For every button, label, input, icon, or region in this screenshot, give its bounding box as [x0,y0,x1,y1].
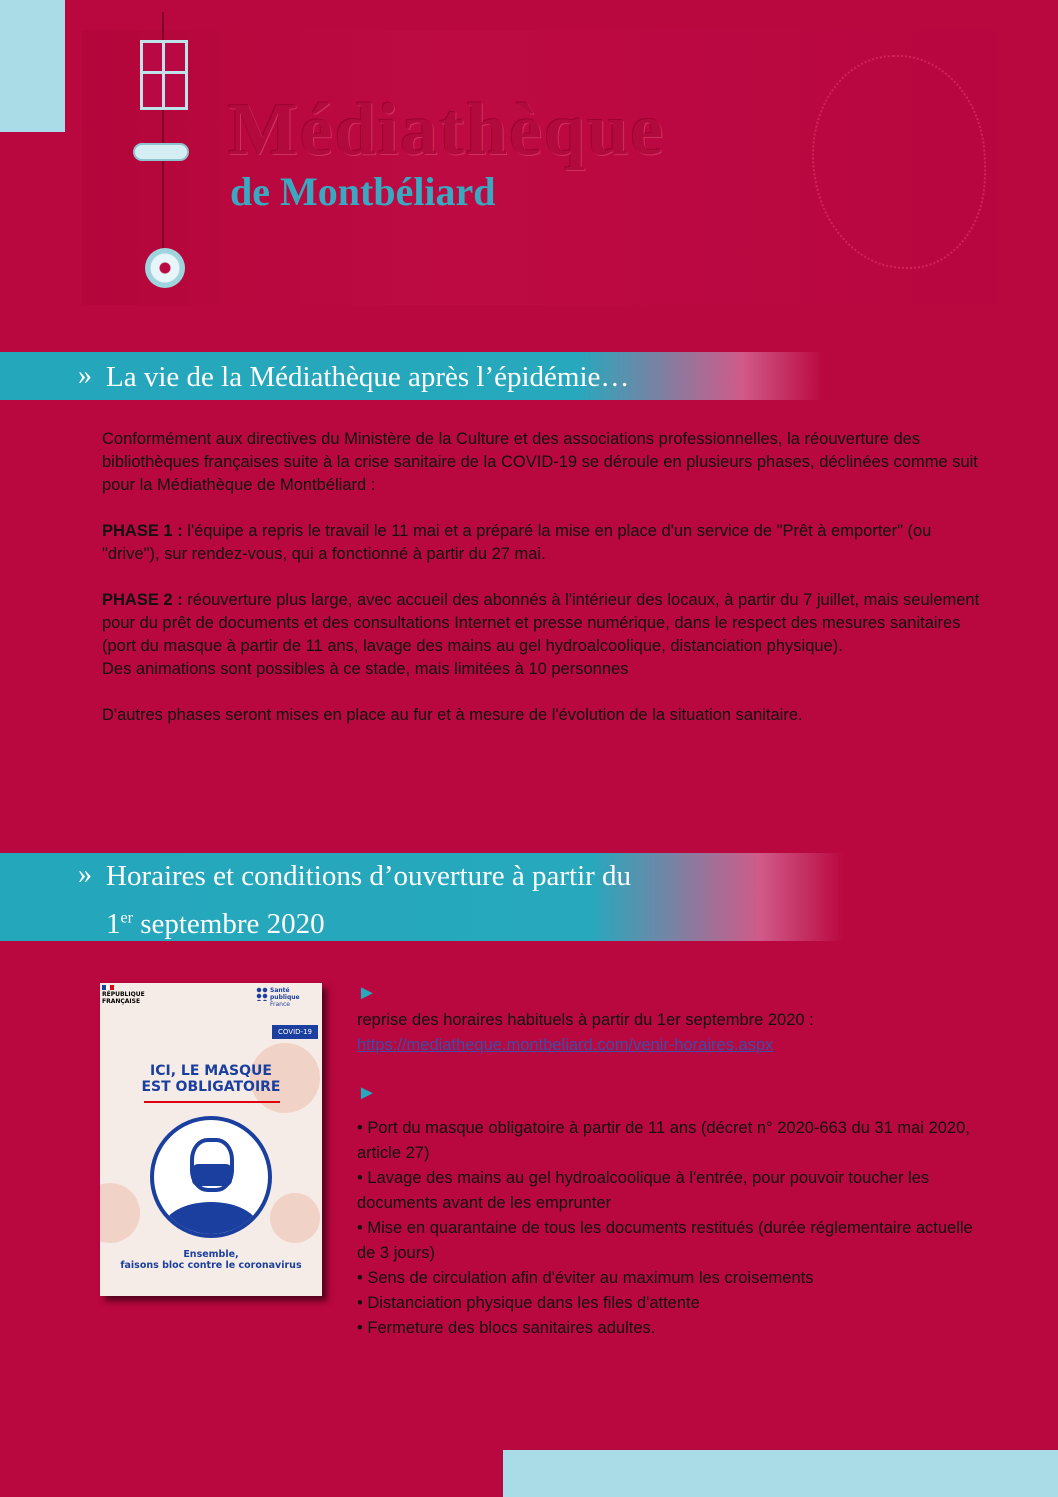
republique-francaise-logo [102,991,162,1005]
list-item: • Port du masque obligatoire à partir de 11 ans (décret n° 2020-663 du 31 mai 2020, article 27) [357,1119,970,1162]
spf-line1: Santé [270,987,290,994]
phase1-paragraph [102,520,982,566]
footer-line2: faisons bloc contre le coronavirus [120,1260,302,1271]
section-banner-hours [0,853,845,941]
poster-footer [100,1249,322,1271]
phase1-text: l'équipe a repris le travail le 11 mai et a préparé la mise en place d'un service de "Prêt à emporter" (ou "drive"), sur rendez-vous, qui a fonctionné à partir du 27 mai. [102,522,932,563]
footer-line1: Ensemble, [183,1249,239,1260]
headline-line1: ICI, LE MASQUE [150,1063,272,1079]
list-item: • Lavage des mains au gel hydroalcoolique à l'entrée, pour pouvoir toucher les documents avant de les emprunter [357,1169,930,1212]
virus-decoration [100,1183,140,1243]
section-title: La vie de la Médiathèque après l’épidémie… [106,361,630,393]
spf-line3: France [270,1001,290,1008]
rep-line2: FRANÇAISE [102,998,141,1005]
animations-paragraph: Des animations sont possibles à ce stade, mais limitées à 10 personnes [102,660,629,678]
section-banner-epidemic [0,352,825,400]
rep-line1: RÉPUBLIQUE [102,991,145,998]
scroll-icon [133,143,189,161]
speech-bubble-underline [144,1101,280,1103]
shoulders [164,1202,258,1238]
phase2-paragraph [102,589,982,658]
list-item: • Sens de circulation afin d'éviter au maximum les croisements [357,1269,814,1287]
triangle-bullet-icon: ► [357,981,377,1004]
phase1-label: PHASE 1 : [102,522,183,540]
date-day: 1 [106,907,121,940]
phase2-label: PHASE 2 : [102,591,183,609]
section1-body [102,428,982,750]
conditions-label: Conditions : [388,1082,494,1103]
section-title [106,855,631,945]
cd-disc-icon [145,248,185,288]
list-item: • Mise en quarantaine de tous les documents restitués (durée réglementaire actuelle de 3 jours) [357,1219,973,1262]
masked-person-icon [150,1116,272,1238]
date-rest: septembre 2020 [132,907,325,940]
corner-block-top-left [0,0,65,132]
logo-subtitle: de Montbéliard [230,169,496,214]
list-item: • Distanciation physique dans les files d'attente [357,1294,700,1312]
chevron-icon: » [78,360,92,391]
face-mask [192,1164,232,1186]
spf-line2: publique [270,994,300,1001]
other-phases-paragraph: D'autres phases seront mises en place au fur et à mesure de l'évolution de la situation sanitaire. [102,706,803,724]
covid-tag: COVID-19 [272,1025,318,1039]
date-ordinal: er [120,909,133,926]
section-title-date [106,908,325,940]
chevron-icon: » [78,859,92,890]
phase2-text: réouverture plus large, avec accueil des abonnés à l'intérieur des locaux, à partir du 7 juillet, mais seulement pour du prêt de documents et des consultations Internet et presse numérique, dans le respect des mesures sanitaires (port du masque à partir de 11 ans, lavage des mains au gel hydroalcoolique, distanciation physique). [102,591,980,655]
virus-decoration [270,1193,320,1243]
sante-publique-france-logo [255,987,321,1008]
horaires-label: Horaires : [388,982,473,1003]
section-title-line1: Horaires et conditions d’ouverture à partir du [106,860,632,892]
list-item: • Fermeture des blocs sanitaires adultes. [357,1319,656,1337]
hours-conditions-column [357,978,987,1341]
horaires-link[interactable]: https://mediatheque.montbeliard.com/venir-horaires.aspx [357,1036,774,1054]
poster-headline [100,1063,322,1095]
window-icon [140,40,188,110]
french-flag-icon [102,985,114,990]
conditions-heading [357,1078,987,1108]
logo-title: Médiathèque [228,89,666,171]
triangle-bullet-icon: ► [357,1081,377,1104]
corner-block-bottom-right [503,1450,1058,1497]
horaires-text: reprise des horaires habituels à partir du 1er septembre 2020 : [357,1011,814,1029]
intro-paragraph: Conformément aux directives du Ministère de la Culture et des associations professionnelles, la réouverture des bibliothèques françaises suite à la crise sanitaire de la COVID-19 se déroule en plusieurs phases, déclinées comme suit pour la Médiathèque de Montbéliard : [102,430,978,494]
horaires-heading [357,978,987,1008]
mask-required-poster [100,983,322,1296]
conditions-list [357,1116,987,1341]
headline-line2: EST OBLIGATOIRE [141,1079,281,1095]
